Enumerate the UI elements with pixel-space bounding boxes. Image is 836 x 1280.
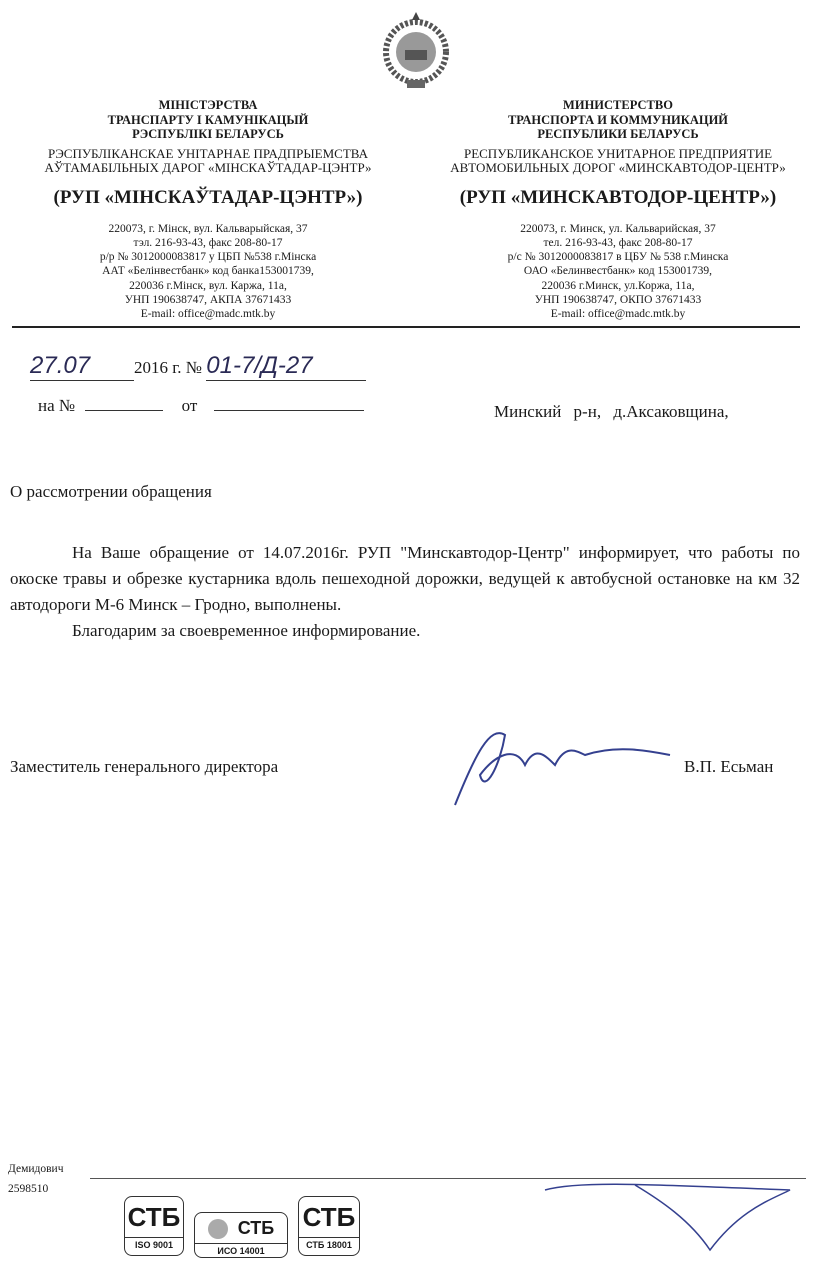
coat-of-arms-emblem (375, 10, 457, 90)
header-divider (12, 326, 800, 328)
ministry-line: ТРАНСПАРТУ І КАМУНІКАЦЫЙ (107, 112, 309, 127)
reference-line (30, 352, 366, 381)
ministry-line: РЭСПУБЛІКІ БЕЛАРУСЬ (132, 127, 284, 141)
ministry-line: МІНІСТЭРСТВА (158, 98, 258, 112)
address-line: УНП 190638747, АКПА 37671433 (124, 293, 292, 306)
handwritten-signature (445, 715, 675, 820)
enterprise-line: АВТОМОБИЛЬНЫХ ДОРОГ «МИНСКАВТОДОР-ЦЕНТР» (450, 160, 786, 175)
footer-scribble (540, 1180, 800, 1260)
from-label: от (181, 396, 198, 415)
enterprise-line: РЕСПУБЛИКАНСКОЕ УНИТАРНОЕ ПРЕДПРИЯТИЕ (463, 145, 773, 161)
email-line: E-mail: office@madc.mtk.by (140, 308, 276, 321)
on-no-label: на № (38, 396, 76, 415)
executor-name: Демидович (8, 1163, 64, 1175)
ministry-line: ТРАНСПОРТА И КОММУНИКАЦИЙ (507, 112, 729, 127)
address-line: ААТ «Белінвестбанк» код банка153001739, (102, 265, 314, 278)
header-left (8, 98, 408, 322)
address-line: 220073, г. Мінск, вул. Кальварыйская, 37 (108, 222, 308, 235)
stb-logo: СТБ (195, 1213, 287, 1243)
header-right (413, 98, 823, 322)
subject: О рассмотрении обращения (10, 482, 212, 501)
cert-badge-stb18001 (298, 1196, 360, 1256)
address-line: 220036 г.Мінск, вул. Каржа, 11а, (129, 279, 287, 292)
cert-badge-iso14001 (194, 1212, 288, 1258)
body-paragraph: На Ваше обращение от 14.07.2016г. РУП "Минскавтодор-Центр" информирует, что работы по окоске травы и обрезке кустарника вдоль пешеходной дорожки, ведущей к автобусной остановке на км 32 автодороги М-6 Минск – Гродно, выполнены. (10, 543, 800, 614)
footer-rule (90, 1178, 806, 1179)
incoming-reference (38, 396, 364, 416)
signatory-position: Заместитель генерального директора (10, 757, 279, 776)
address-line: 220036 г.Минск, ул.Коржа, 11а, (541, 279, 695, 292)
address-line: р/р № 3012000083817 у ЦБП №538 г.Мінска (99, 251, 317, 264)
address-line: тел. 216-93-43, факс 208-80-17 (543, 236, 693, 249)
short-name: (РУП «МІНСКАЎТАДАР-ЦЭНТР») (53, 186, 363, 208)
ministry-line: РЕСПУБЛИКИ БЕЛАРУСЬ (537, 127, 699, 141)
globe-icon (208, 1219, 228, 1239)
enterprise-line: АЎТАМАБІЛЬНЫХ ДАРОГ «МІНСКАЎТАДАР-ЦЭНТР» (44, 160, 372, 175)
short-name: (РУП «МИНСКАВТОДОР-ЦЕНТР») (459, 186, 777, 208)
recipient-address: Минский р-н, д.Аксаковщина, (494, 402, 729, 421)
stb-logo: СТБ (127, 1202, 181, 1232)
email-line: E-mail: office@madc.mtk.by (550, 308, 686, 321)
address-line: тэл. 216-93-43, факс 208-80-17 (133, 236, 283, 249)
enterprise-line: РЭСПУБЛІКАНСКАЕ УНІТАРНАЕ ПРАДПРЫЕМСТВА (47, 145, 369, 161)
body-paragraph: Благодарим за своевременное информирование. (72, 621, 421, 640)
signatory-name: В.П. Есьман (684, 757, 774, 776)
cert-caption: СТБ 18001 (299, 1237, 359, 1252)
cert-caption: ИСО 14001 (195, 1243, 287, 1258)
address-line: р/с № 3012000083817 в ЦБУ № 538 г.Минска (507, 251, 729, 264)
handwritten-date: 27.07 (30, 352, 134, 381)
cert-badge-iso9001 (124, 1196, 184, 1256)
address-line: 220073, г. Минск, ул. Кальварийская, 37 (520, 222, 716, 235)
address-line: ОАО «Белинвестбанк» код 153001739, (523, 265, 713, 278)
handwritten-number: 01-7/Д-27 (206, 352, 366, 381)
year-label: 2016 г. № (134, 358, 203, 377)
address-line: УНП 190638747, ОКПО 37671433 (534, 293, 702, 306)
executor-phone: 2598510 (8, 1183, 49, 1195)
ministry-line: МИНИСТЕРСТВО (563, 98, 673, 112)
cert-caption: ISO 9001 (125, 1237, 183, 1252)
stb-logo: СТБ (302, 1202, 356, 1232)
